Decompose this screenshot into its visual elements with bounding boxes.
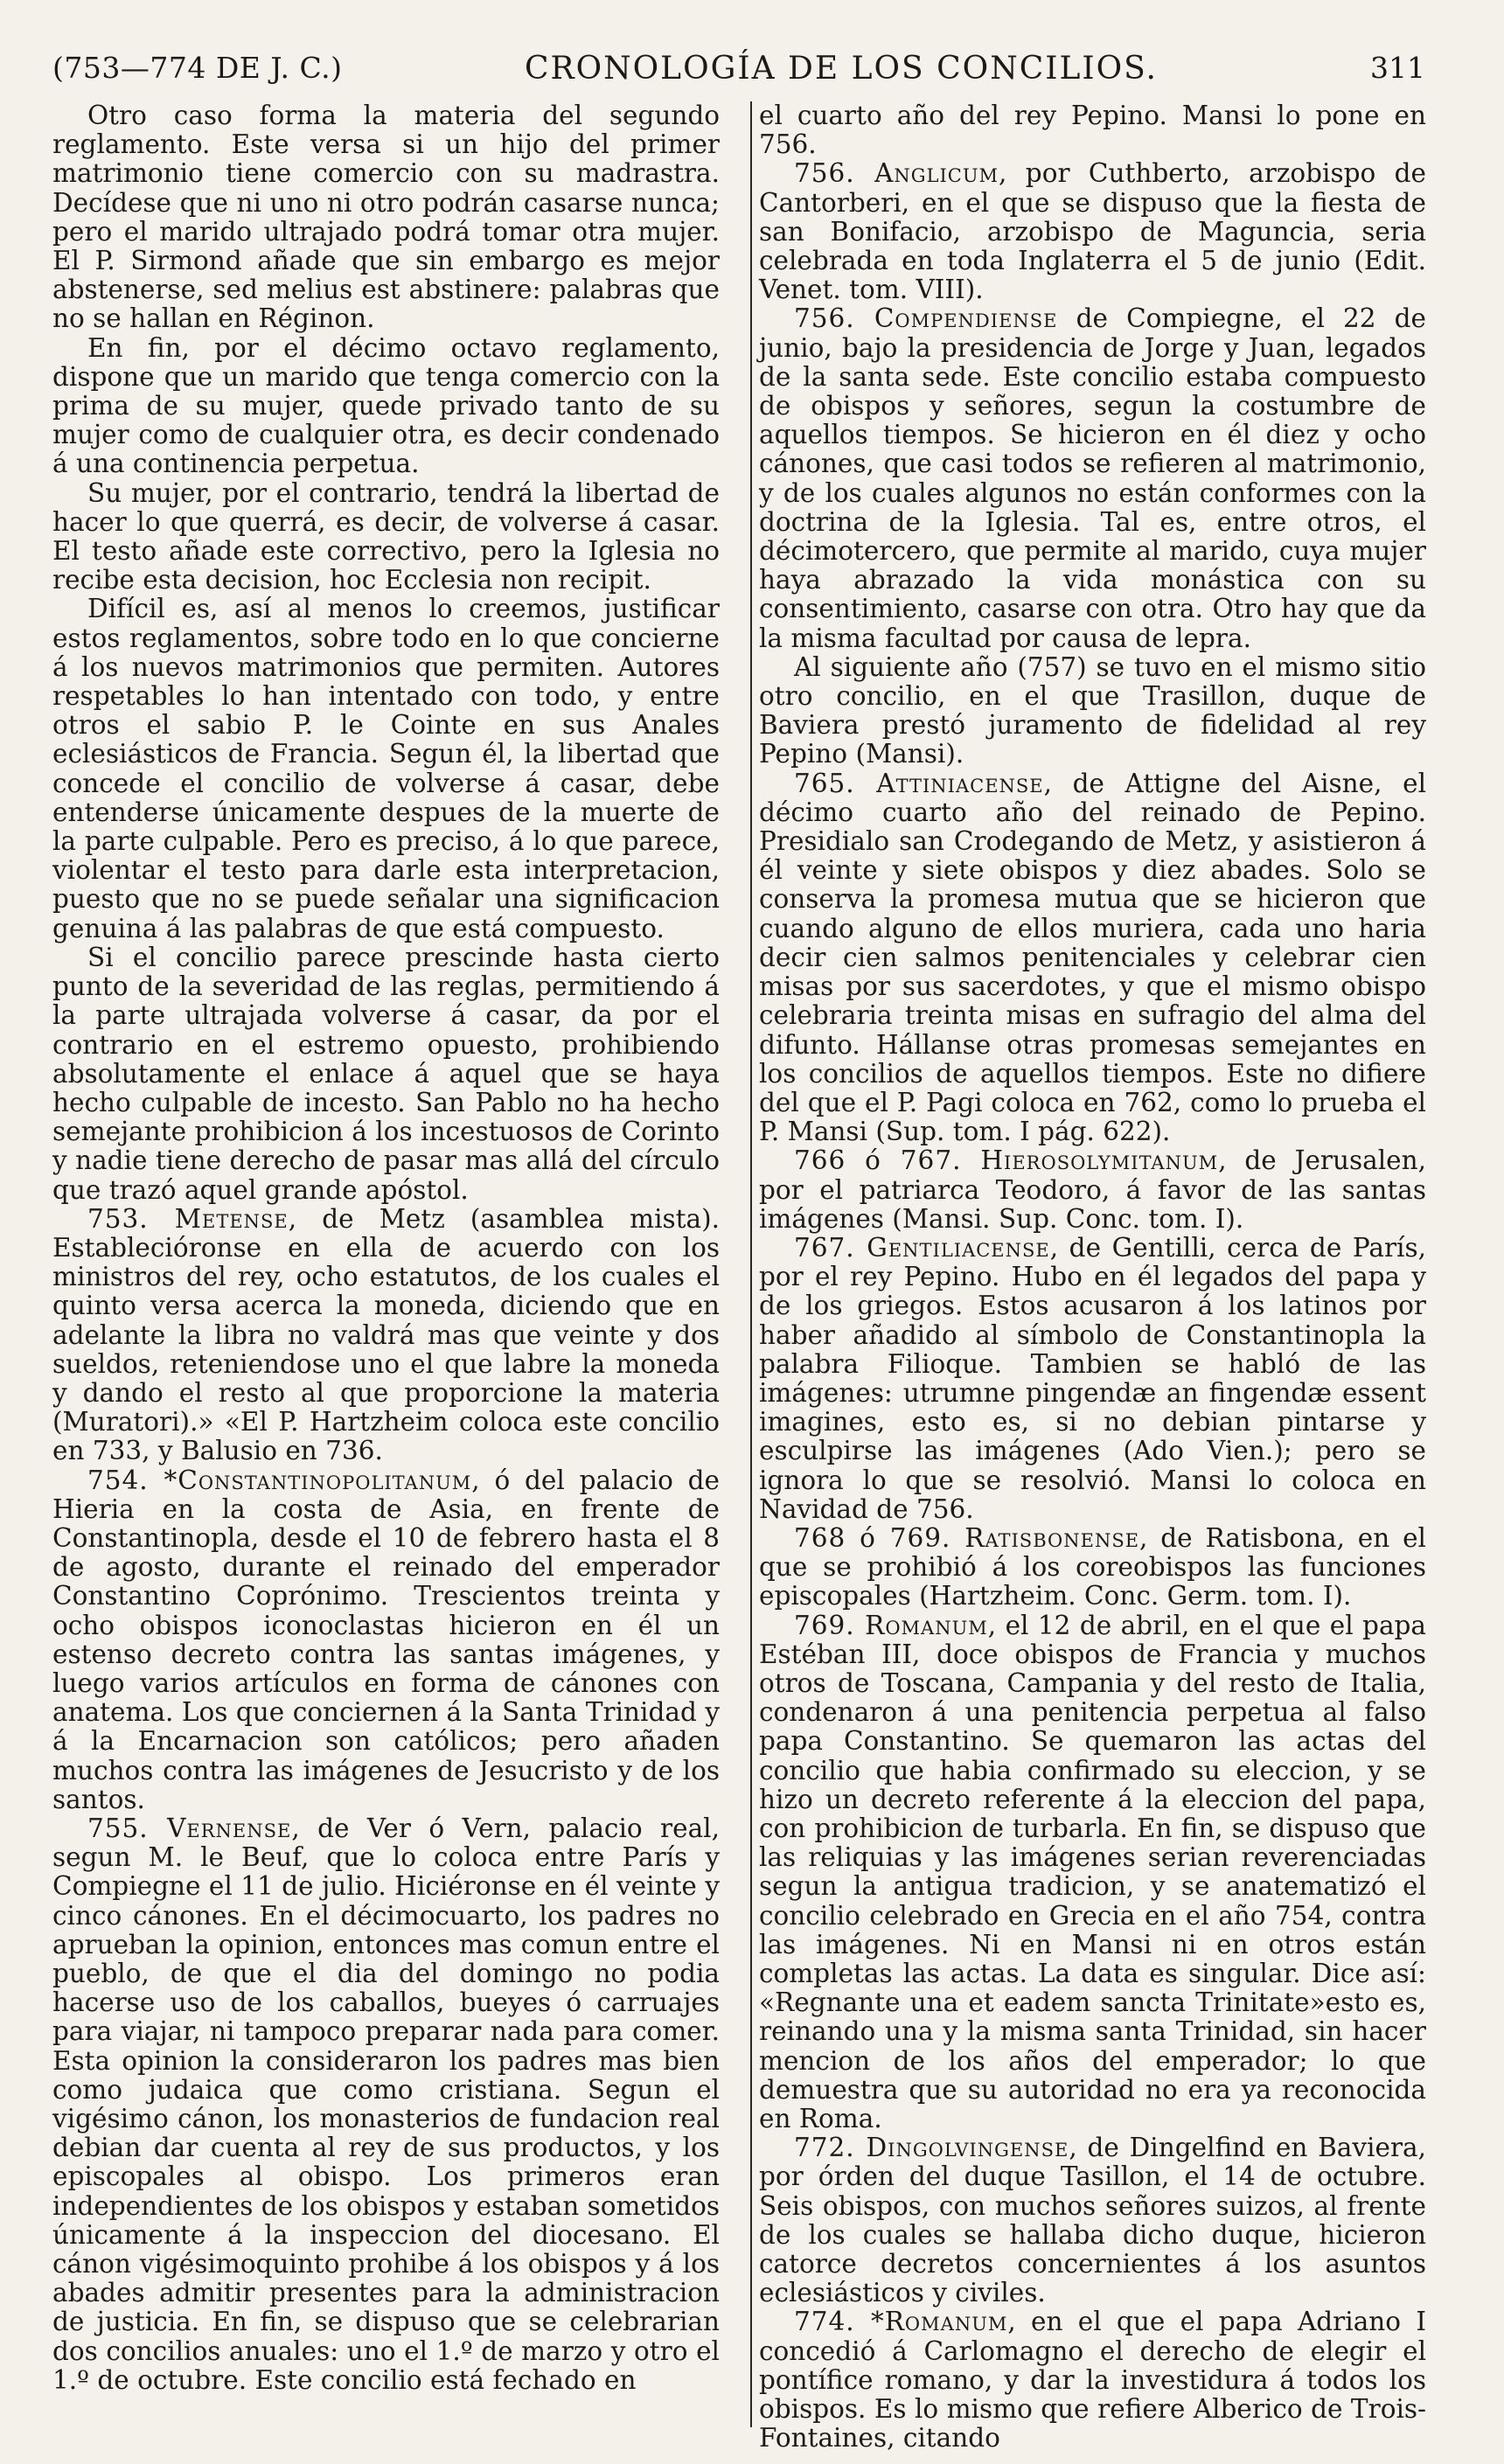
- paragraph: [759, 769, 1426, 1147]
- entry-number: 772.: [794, 2133, 867, 2163]
- paragraph-text: , el 12 de abril, en el que el papa Estéban III, doce obispos de Francia y muchos otros de Toscana, Campania y del resto de Italia, condenaron á una penitencia perpetua al falso papa Constantino. Se quemaron las actas del concilio que habia confirmado su eleccion, y se hizo un decreto referente á la eleccion del papa, con prohibicion de turbarla. En fin, se dispuso que las reliquias y las imágenes serian reverenciadas segun la antigua tradicion, y se anatematizó el concilio celebrado en Grecia en el año 754, contra las imágenes. Ni en Mansi ni en otros están completas las actas. La data es singular. Dice así: «Regnante una et eadem sancta Trinitate»esto es, reinando una y la misma santa Trinidad, sin hacer mencion de los años del emperador; lo que demuestra que su autoridad no era ya reconocida en Roma.: [759, 1610, 1426, 2134]
- paragraph-text: Su mujer, por el contrario, tendrá la libertad de hacer lo que querrá, es decir, de volverse á casar. El testo añade este correctivo, pero la Iglesia no recibe esta decision, hoc Ecclesia non recipit.: [52, 477, 720, 595]
- entry-number: 756.: [794, 303, 874, 334]
- paragraph-text: , de Ver ó Vern, palacio real, segun M. le Beuf, que lo coloca entre París y Compiegne el 11 de julio. Hiciéronse en él veinte y cinco cánones. En el décimocuarto, los padres no aprueban la opinion, entonces mas comun entre el pueblo, de que el dia del domingo no podia hacerse uso de los caballos, bueyes ó carruajes para viajar, ni tampoco preparar nada para comer. Esta opinion la consideraron los padres mas bien como judaica que como cristiana. Segun el vigésimo cánon, los monasterios de fundacion real debian dar cuenta al rey de sus productos, y los episcopales al obispo. Los primeros eran independientes de los obispos y estaban sometidos únicamente á la inspeccion del diocesano. El cánon vigésimoquinto prohibe á los obispos y á los abades admitir presentes para la administracion de justicia. En fin, se dispuso que se celebrarian dos concilios anuales: uno el 1.º de marzo y otro el 1.º de octubre. Este concilio está fechado en: [52, 1813, 720, 2395]
- paragraph: [759, 1146, 1426, 1234]
- paragraph: [52, 479, 720, 595]
- entry-number: 765.: [794, 768, 877, 798]
- paragraph: [759, 1611, 1426, 2134]
- entry-number: 766 ó 767.: [794, 1145, 981, 1176]
- right-column: [759, 101, 1426, 2453]
- paragraph: [52, 1814, 720, 2395]
- paragraph-text: Al siguiente año (757) se tuvo en el mismo sitio otro concilio, en el que Trasillon, duque de Baviera prestó juramento de fidelidad al rey Pepino (Mansi).: [759, 651, 1426, 769]
- paragraph-text: , de Attigne del Aisne, el décimo cuarto año del reinado de Pepino. Presidialo san Crodegando de Metz, y asistieron á él veinte y siete obispos y diez abades. Solo se conserva la promesa mutua que se hicieron que cuando alguno de ellos muriera, cada uno haria decir cien salmos penitenciales y celebrar cien misas por sus sacerdotes, y que el mismo obispo celebraria treinta misas en sufragio del alma del difunto. Hállanse otras promesas semejantes en los concilios de aquellos tiempos. Este no difiere del que el P. Pagi coloca en 762, como lo prueba el P. Mansi (Sup. tom. I pág. 622).: [759, 768, 1427, 1147]
- council-name: Romanum: [865, 1610, 988, 1640]
- header-title: CRONOLOGÍA DE LOS CONCILIOS.: [525, 51, 1158, 87]
- council-name: *Romanum: [870, 2307, 1008, 2337]
- paragraph: [52, 595, 720, 943]
- paragraph: [759, 101, 1426, 159]
- council-name: Metense: [174, 1203, 289, 1234]
- paragraph: [759, 159, 1426, 304]
- paragraph-text: de Compiegne, el 22 de junio, bajo la presidencia de Jorge y Juan, legados de la santa sede. Este concilio estaba compuesto de obispos y señores, segun la costumbre de aquellos tiempos. Se hicieron en él diez y ocho cánones, que casi todos se refieren al matrimonio, y de los cuales algunos no están conformes con la doctrina de la Iglesia. Tal es, entre otros, el décimotercero, que permite al marido, cuya mujer haya abrazado la vida monástica con su consentimiento, casarse con otra. Otro hay que da la misma facultad por causa de lepra.: [759, 303, 1426, 653]
- paragraph-text: , de Jerusalen, por el patriarca Teodoro, á favor de las santas imágenes (Mansi. Sup. Conc. tom. I).: [759, 1145, 1426, 1234]
- paragraph: [759, 1524, 1426, 1611]
- paragraph-text: En fin, por el décimo octavo reglamento, dispone que un marido que tenga comercio con la prima de su mujer, quede privado tanto de su mujer como de cualquier otra, es decir condenado á una continencia perpetua.: [52, 332, 720, 479]
- paragraph-text: el cuarto año del rey Pepino. Mansi lo pone en 756.: [759, 101, 1426, 160]
- paragraph: [759, 1234, 1426, 1524]
- paragraph: [759, 304, 1426, 652]
- paragraph-text: Si el concilio parece prescinde hasta cierto punto de la severidad de las reglas, permitiendo á la parte ultrajada volverse á casar, da por el contrario en el estremo opuesto, prohibiendo absolutamente el enlace á aquel que se haya hecho culpable de incesto. San Pablo no ha hecho semejante prohibicion á los incestuosos de Corinto y nadie tiene derecho de pasar mas allá del círculo que trazó aquel grande apóstol.: [52, 942, 720, 1205]
- paragraph: [52, 101, 720, 334]
- entry-number: 755.: [87, 1813, 168, 1843]
- council-name: Gentiliacense: [867, 1232, 1050, 1263]
- paragraph: [759, 2133, 1426, 2307]
- entry-number: 754.: [87, 1465, 164, 1495]
- paragraph-text: , de Gentilli, cerca de París, por el rey Pepino. Hubo en él legados del papa y de los griegos. Estos acusaron á los latinos por haber añadido al símbolo de Constantinopla la palabra Filioque. Tambien se habló de las imágenes: utrumne pingendæ an fingendæ essent imagines, esto es, si no debian pintarse y esculpirse las imágenes (Ado Vien.); pero se ignora lo que se resolvió. Mansi lo coloca en Navidad de 756.: [759, 1232, 1427, 1524]
- entry-number: 753.: [87, 1203, 175, 1234]
- council-name: Vernense: [167, 1813, 292, 1843]
- council-name: Attiniacense: [876, 768, 1044, 798]
- entry-number: 768 ó 769.: [794, 1522, 965, 1553]
- council-name: Ratisbonense: [964, 1522, 1140, 1553]
- paragraph: [52, 334, 720, 479]
- header-date-range: (753—774 DE J. C.): [52, 51, 343, 85]
- council-name: Anglicum: [874, 158, 999, 189]
- entry-number: 767.: [794, 1232, 867, 1263]
- entry-number: 769.: [794, 1610, 866, 1640]
- paragraph: [52, 943, 720, 1205]
- paragraph: [759, 2307, 1426, 2453]
- council-name: Compendiense: [874, 303, 1058, 334]
- paragraph-text: , por Cuthberto, arzobispo de Cantorberi, en el que se dispuso que la fiesta de san Bonifacio, arzobispo de Maguncia, seria celebrada en toda Inglaterra el 5 de junio (Edit. Venet. tom. VIII).: [759, 158, 1427, 305]
- paragraph-text: , de Dingelfind en Baviera, por órden del duque Tasillon, el 14 de octubre. Seis obispos, con muchos señores suizos, al frente de los cuales se hallaba dicho duque, hicieron catorce decretos concernientes á los asuntos eclesiásticos y civiles.: [759, 2133, 1427, 2308]
- paragraph: [759, 653, 1426, 769]
- paragraph-text: , de Metz (asamblea mista). Establecióronse en ella de acuerdo con los ministros del rey, ocho estatutos, de los cuales el quinto versa acerca la moneda, diciendo que en adelante la libra no valdrá mas que veinte y dos sueldos, reteniendose uno el que labre la moneda y dando el resto al que proporcione la materia (Muratori).» «El P. Hartzheim coloca este concilio en 733, y Balusio en 736.: [52, 1203, 721, 1466]
- entry-number: 756.: [794, 158, 875, 189]
- paragraph-text: , ó del palacio de Hieria en la costa de Asia, en frente de Constantinopla, desde el 10 de febrero hasta el 8 de agosto, durante el reinado del emperador Constantino Coprónimo. Trescientos treinta y ocho obispos iconoclastas hicieron en él un estenso decreto contra las santas imágenes, y luego varios artículos en forma de cánones con anatema. Los que conciernen á la Santa Trinidad y á la Encarnacion son católicos; pero añaden muchos contra las imágenes de Jesucristo y de los santos.: [52, 1465, 720, 1814]
- page-number: 311: [1370, 51, 1425, 85]
- entry-number: 774.: [794, 2307, 871, 2337]
- council-name: Dingolvingense: [866, 2133, 1069, 2163]
- paragraph-text: Difícil es, así al menos lo creemos, justificar estos reglamentos, sobre todo en lo que concierne á los nuevos matrimonios que permiten. Autores respetables lo han intentado con todo, y entre otros el sabio P. le Cointe en sus Anales eclesiásticos de Francia. Segun él, la libertad que concede el concilio de volverse á casar, debe entenderse únicamente despues de la muerte de la parte culpable. Pero es preciso, á lo que parece, violentar el testo para darle esta interpretacion, puesto que no se puede señalar una significacion genuina á las palabras de que está compuesto.: [52, 594, 720, 943]
- council-name: *Constantinopolitanum: [164, 1465, 472, 1495]
- left-column: [52, 101, 720, 2395]
- council-name: Hierosolymitanum: [980, 1145, 1219, 1176]
- paragraph: [52, 1466, 720, 1814]
- running-header: [52, 35, 1425, 87]
- column-divider: [750, 101, 752, 2427]
- paragraph-text: , en el que el papa Adriano I concedió á Carlomagno el derecho de elegir el pontífice romano, y dar la investidura á todos los obispos. Es lo mismo que refiere Alberico de Trois-Fontaines, citando: [759, 2307, 1426, 2454]
- paragraph-text: , de Ratisbona, en el que se prohibió á los coreobispos las funciones episcopales (Hartzheim. Conc. Germ. tom. I).: [759, 1522, 1426, 1611]
- paragraph: [52, 1205, 720, 1466]
- paragraph-text: Otro caso forma la materia del segundo reglamento. Este versa si un hijo del primer matrimonio tiene comercio con su madrastra. Decídese que ni uno ni otro podrán casarse nunca; pero el marido ultrajado podrá tomar otra mujer. El P. Sirmond añade que sin embargo es mejor abstenerse, sed melius est abstinere: palabras que no se hallan en Réginon.: [52, 101, 720, 334]
